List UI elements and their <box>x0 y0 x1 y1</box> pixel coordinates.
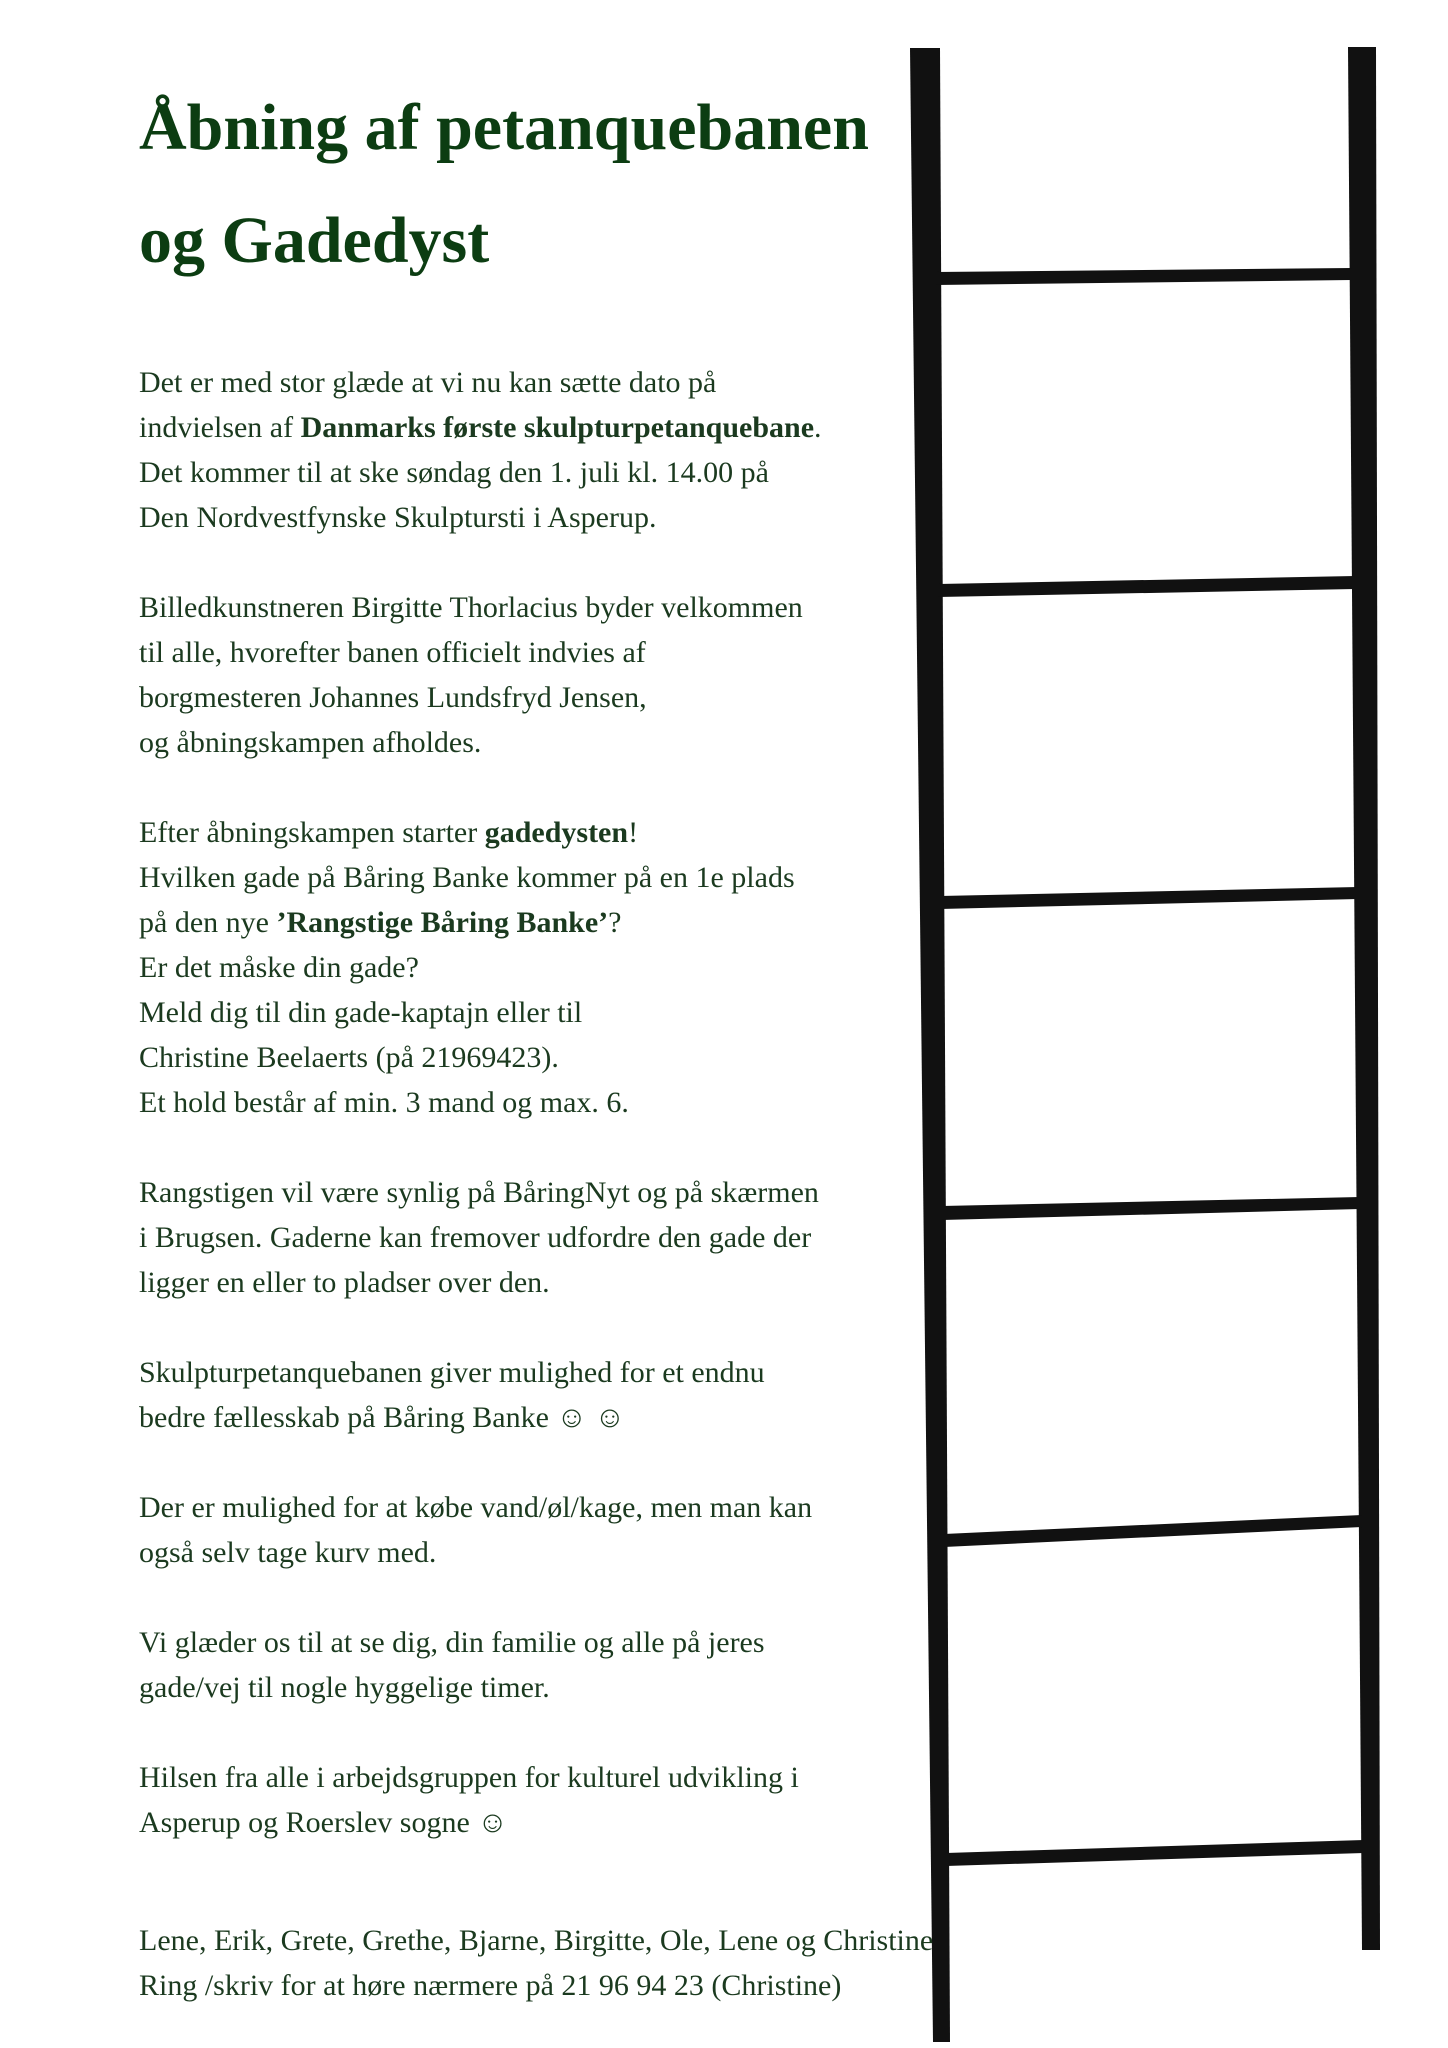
text-line <box>139 1215 822 1260</box>
body-text <box>139 360 822 1890</box>
text-segment: Er det måske din gade? <box>139 951 419 984</box>
bold-text: ’Rangstige Båring Banke’ <box>276 906 609 939</box>
text-segment: Rangstigen vil være synlig på BåringNyt og på skærmen <box>139 1176 819 1209</box>
text-segment: ? <box>608 906 622 939</box>
paragraph <box>139 810 822 1125</box>
text-segment: . <box>814 411 822 444</box>
text-line <box>139 450 822 495</box>
text-segment: til alle, hvorefter banen officielt indvies af <box>139 636 646 669</box>
text-line <box>139 1800 822 1845</box>
paragraph <box>139 585 822 765</box>
text-segment: Det er med stor glæde at vi nu kan sætte dato på <box>139 366 717 399</box>
text-line <box>139 1170 822 1215</box>
text-segment: ligger en eller to pladser over den. <box>139 1266 550 1299</box>
text-segment: Meld dig til din gade-kaptajn eller til <box>139 996 583 1029</box>
text-line <box>139 675 822 720</box>
text-line <box>139 1350 822 1395</box>
text-segment: indvielsen af <box>139 411 301 444</box>
text-line <box>139 810 822 855</box>
text-line <box>139 990 822 1035</box>
text-line <box>139 405 822 450</box>
text-segment: Et hold består af min. 3 mand og max. 6. <box>139 1086 629 1119</box>
text-line <box>139 1035 822 1080</box>
paragraph <box>139 1620 822 1710</box>
text-line <box>139 720 822 765</box>
text-segment: på den nye <box>139 906 277 939</box>
text-segment: Den Nordvestfynske Skulptursti i Asperup. <box>139 501 657 534</box>
text-line <box>139 1530 822 1575</box>
text-segment: bedre fællesskab på Båring Banke ☺ ☺ <box>139 1401 626 1434</box>
text-segment: Asperup og Roerslev sogne ☺ <box>139 1806 508 1839</box>
text-line <box>139 1395 822 1440</box>
text-line <box>139 1080 822 1125</box>
text-line <box>139 945 822 990</box>
text-line <box>139 630 822 675</box>
page-title-line-1: Åbning af petanquebanen <box>139 91 869 164</box>
text-segment: og åbningskampen afholdes. <box>139 726 482 759</box>
paragraph <box>139 1350 822 1440</box>
paragraph <box>139 1755 822 1845</box>
text-segment: Det kommer til at ske søndag den 1. juli kl. 14.00 på <box>139 456 769 489</box>
text-line <box>139 1620 822 1665</box>
paragraph <box>139 360 822 540</box>
text-segment: Billedkunstneren Birgitte Thorlacius byder velkommen <box>139 591 803 624</box>
bold-text: gadedysten <box>484 816 629 849</box>
text-line <box>139 1260 822 1305</box>
text-segment: også selv tage kurv med. <box>139 1536 437 1569</box>
text-line <box>139 855 822 900</box>
text-segment: i Brugsen. Gaderne kan fremover udfordre den gade der <box>139 1221 812 1254</box>
text-segment: Hilsen fra alle i arbejdsgruppen for kulturel udvikling i <box>139 1761 799 1794</box>
text-segment: Hvilken gade på Båring Banke kommer på en 1e plads <box>139 861 795 894</box>
text-segment: Christine Beelaerts (på 21969423). <box>139 1041 559 1074</box>
text-line <box>139 360 822 405</box>
text-line <box>139 1485 822 1530</box>
page-title-line-2: og Gadedyst <box>139 204 490 277</box>
text-segment: ! <box>628 816 639 849</box>
text-segment: Efter åbningskampen starter <box>139 816 485 849</box>
text-segment: Vi glæder os til at se dig, din familie og alle på jeres <box>139 1626 765 1659</box>
text-segment: borgmesteren Johannes Lundsfryd Jensen, <box>139 681 647 714</box>
text-segment: gade/vej til nogle hyggelige timer. <box>139 1671 550 1704</box>
text-line <box>139 1755 822 1800</box>
paragraph <box>139 1485 822 1575</box>
text-line <box>139 1665 822 1710</box>
footer-contact: Ring /skriv for at høre nærmere på 21 96 94 23 (Christine) <box>139 1969 842 2002</box>
footer-names: Lene, Erik, Grete, Grethe, Bjarne, Birgitte, Ole, Lene og Christine <box>139 1924 934 1957</box>
paragraph <box>139 1170 822 1305</box>
text-line <box>139 585 822 630</box>
bold-text: Danmarks første skulpturpetanquebane <box>300 411 815 444</box>
text-line <box>139 900 822 945</box>
footer <box>139 1918 933 2008</box>
text-segment: Skulpturpetanquebanen giver mulighed for et endnu <box>139 1356 765 1389</box>
text-line <box>139 495 822 540</box>
text-segment: Der er mulighed for at købe vand/øl/kage, men man kan <box>139 1491 813 1524</box>
